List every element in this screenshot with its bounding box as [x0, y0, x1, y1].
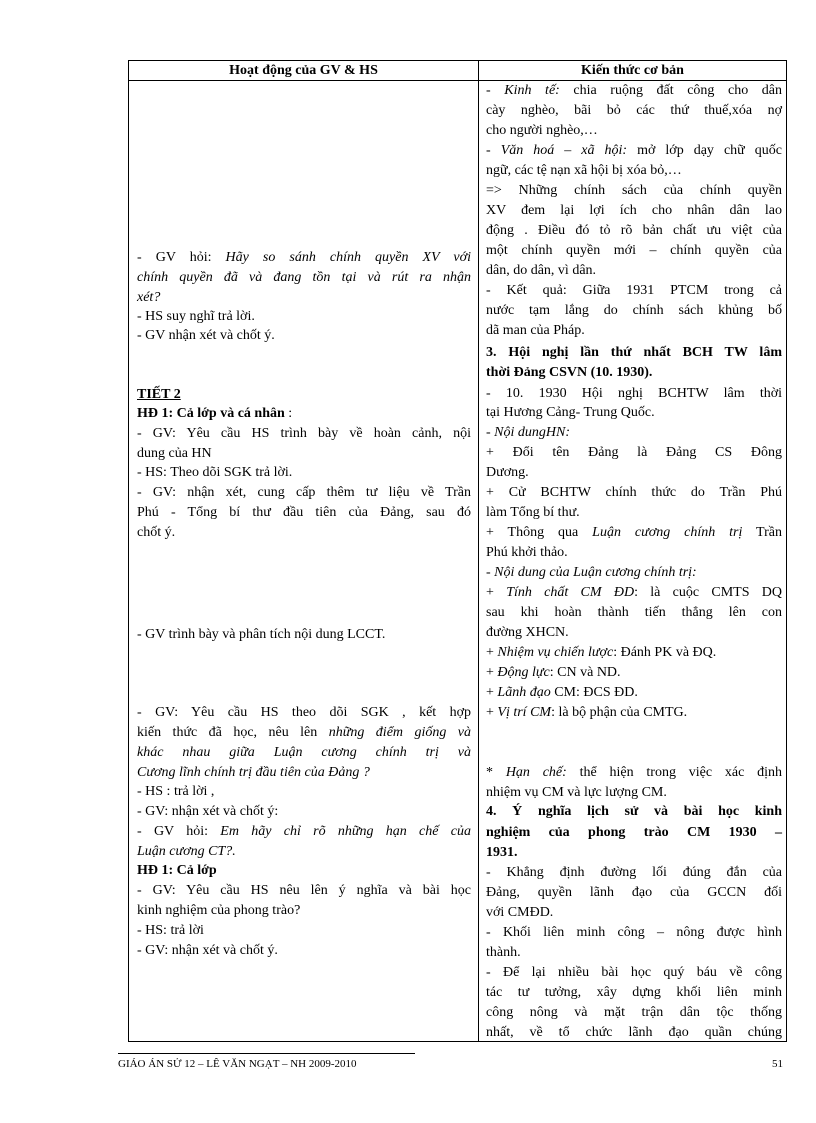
- section-heading: thời Đảng CSVN (10. 1930).: [486, 365, 653, 380]
- text-line: + Tính chất CM ĐD: là cuộc CMTS DQ: [486, 585, 782, 600]
- text-line: Phú - Tổng bí thư đầu tiên của Đảng, sau đó: [137, 505, 471, 520]
- text-line: cày nghèo, bãi bỏ các thứ thuế,xóa nợ: [486, 103, 782, 118]
- text-line: Cương lĩnh chính trị đầu tiên của Đảng ?: [137, 765, 370, 780]
- text-line: - HS suy nghĩ trả lời.: [137, 309, 255, 324]
- text-line: Dương.: [486, 465, 529, 480]
- text-line: XV đem lại lợi ích cho nhân dân lao: [486, 203, 782, 218]
- activity-heading: HĐ 1: Cả lớp: [137, 863, 217, 878]
- text-line: - GV hỏi: Hãy so sánh chính quyền XV với: [137, 250, 471, 265]
- header-right: Kiến thức cơ bản: [581, 63, 684, 78]
- text-line: công nông và mặt trận dân tộc thống: [486, 1005, 782, 1020]
- text-line: chốt ý.: [137, 525, 176, 540]
- text-line: dã man của Pháp.: [486, 323, 585, 338]
- text-line: - GV: Yêu cầu HS nêu lên ý nghĩa và bài học: [137, 883, 471, 898]
- text-line: dung của HN: [137, 446, 212, 461]
- text-line: kiến thức đã học, nêu lên những điểm giống và: [137, 725, 472, 740]
- text-line: một chính quyền mới – chính quyền của: [486, 243, 782, 258]
- text-line: + Đổi tên Đảng là Đảng CS Đông: [486, 445, 782, 460]
- column-divider: [478, 61, 479, 1041]
- text-line: + Nhiệm vụ chiến lược: Đánh PK và ĐQ.: [486, 645, 717, 660]
- text-line: + Động lực: CN và ND.: [486, 665, 621, 680]
- text-line: Luận cương CT?.: [137, 844, 236, 859]
- text-line: nhiệm vụ CM và lực lượng CM.: [486, 785, 667, 800]
- text-line: - GV: Yêu cầu HS trình bày về hoàn cảnh, nội: [137, 426, 471, 441]
- text-line: xét?: [137, 290, 161, 305]
- text-line: - GV nhận xét và chốt ý.: [137, 328, 275, 343]
- text-line: thành.: [486, 945, 521, 960]
- text-line: động . Điều đó tỏ rõ bản chất ưu việt của: [486, 223, 782, 238]
- text-line: - Kinh tế: chia ruộng đất công cho dân: [486, 83, 782, 98]
- text-line: + Cử BCHTW chính thức do Trần Phú: [486, 485, 782, 500]
- text-line: => Những chính sách của chính quyền: [486, 183, 782, 198]
- text-line: sau khi hoàn thành tiến thẳng lên con: [486, 605, 782, 620]
- text-line: - GV: nhận xét và chốt ý.: [137, 943, 278, 958]
- text-line: chính quyền đã và đang tồn tại và rút ra nhận: [137, 270, 471, 285]
- text-line: - GV trình bày và phân tích nội dung LCCT.: [137, 627, 386, 642]
- text-line: ngữ, các tệ nạn xã hội bị xóa bỏ,…: [486, 163, 682, 178]
- lesson-table: [128, 60, 787, 1042]
- text-line: tại Hương Cảng- Trung Quốc.: [486, 405, 655, 420]
- text-line: tác tư tưởng, xây dựng khối liên minh: [486, 985, 782, 1000]
- text-line: - Để lại nhiều bài học quý báu về công: [486, 965, 782, 980]
- text-line: kinh nghiệm của phong trào?: [137, 903, 301, 918]
- text-line: + Vị trí CM: là bộ phận của CMTG.: [486, 705, 688, 720]
- text-line: + Lãnh đạo CM: ĐCS ĐD.: [486, 685, 638, 700]
- text-line: - Khối liên minh công – nông được hình: [486, 925, 782, 940]
- text-line: cho người nghèo,…: [486, 123, 598, 138]
- text-line: - HS: trả lời: [137, 923, 204, 938]
- text-line: - Kết quả: Giữa 1931 PTCM trong cả: [486, 283, 782, 298]
- text-line: làm Tổng bí thư.: [486, 505, 580, 520]
- section-heading: nghiệm của phong trào CM 1930 –: [486, 825, 782, 840]
- text-line: - GV: nhận xét và chốt ý:: [137, 804, 279, 819]
- page-number: 51: [772, 1058, 783, 1070]
- text-line: - Khẳng định đường lối đúng đắn của: [486, 865, 782, 880]
- text-line: - 10. 1930 Hội nghị BCHTW lâm thời: [486, 386, 782, 401]
- activity-heading: HĐ 1: Cả lớp và cá nhân :: [137, 406, 293, 421]
- section-heading: 3. Hội nghị lần thứ nhất BCH TW lâm: [486, 345, 782, 360]
- text-line: - HS: Theo dõi SGK trả lời.: [137, 465, 293, 480]
- text-line: - Nội dungHN:: [486, 425, 571, 440]
- text-line: với CMĐD.: [486, 905, 554, 920]
- text-line: + Thông qua Luận cương chính trị Trần: [486, 525, 782, 540]
- lesson-period-heading: TIẾT 2: [137, 387, 181, 402]
- text-line: Phú khởi thảo.: [486, 545, 568, 560]
- text-line: - Nội dung của Luận cương chính trị:: [486, 565, 697, 580]
- text-line: nước tạm lắng do chính sách khủng bố: [486, 303, 782, 318]
- text-line: - GV: nhận xét, cung cấp thêm tư liệu về Trần: [137, 485, 471, 500]
- text-line: dân, do dân, vì dân.: [486, 263, 597, 278]
- text-line: đường XHCN.: [486, 625, 569, 640]
- footer-rule: [118, 1053, 415, 1054]
- section-heading: 4. Ý nghĩa lịch sử và bài học kinh: [486, 804, 782, 819]
- text-line: - GV: Yêu cầu HS theo dõi SGK , kết hợp: [137, 705, 471, 720]
- text-line: nhất, về tổ chức lãnh đạo quần chúng: [486, 1025, 782, 1040]
- section-heading: 1931.: [486, 845, 518, 860]
- text-line: - Văn hoá – xã hội: mở lớp dạy chữ quốc: [486, 143, 782, 158]
- text-line: * Hạn chế: thể hiện trong việc xác định: [486, 765, 782, 780]
- text-line: - HS : trả lời ,: [137, 784, 215, 799]
- header-left: Hoạt động của GV & HS: [229, 63, 378, 78]
- text-line: Đảng, quyền lãnh đạo của GCCN đối: [486, 885, 782, 900]
- text-line: khác nhau giữa Luận cương chính trị và: [137, 745, 471, 760]
- footer-text: GIÁO ÁN SỬ 12 – LÊ VĂN NGẠT – NH 2009-2010: [118, 1058, 357, 1070]
- text-line: - GV hỏi: Em hãy chỉ rõ những hạn chế của: [137, 824, 471, 839]
